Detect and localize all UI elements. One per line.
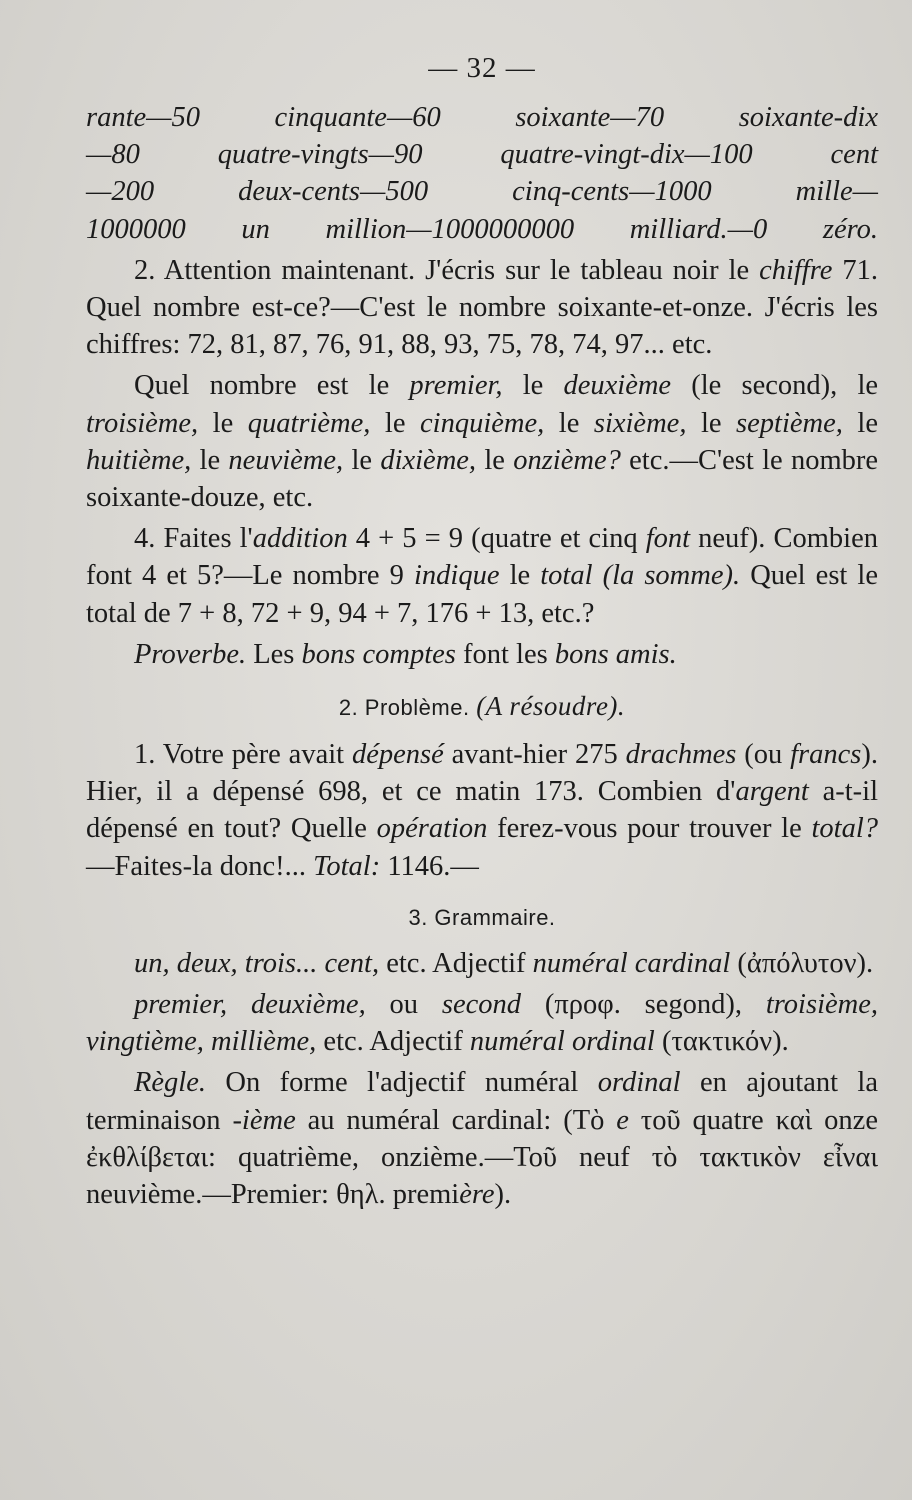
paragraph-regle: Règle. On forme l'adjectif numéral ordinal en ajoutant la terminaison -ième au numéral cardinal: (Τὸ e τοῦ quatre καὶ onze ἐκθλίβεται: quatrième, onzième.—Τοῦ neuf τὸ τακτικὸν εἶναι neuvième.—Premier: θηλ. première). xyxy=(86,1067,878,1211)
numbers-line-2: —80 quatre-vingts—90 quatre-vingt-dix—100 cent xyxy=(86,139,878,171)
numbers-line-3: —200 deux-cents—500 cinq-cents—1000 mille— xyxy=(86,176,878,208)
italic-term: chiffre xyxy=(759,254,833,286)
paragraph-cardinal: un, deux, trois... cent, etc. Adjectif numéral cardinal (ἀπόλυτον). xyxy=(134,947,874,979)
paragraph-probleme: 1. Votre père avait dépensé avant-hier 275 drachmes (ou francs). Hier, il a dépensé 698, et ce matin 173. Combien d'argent a-t-il dépensé en tout? Quelle opération ferez-vous pour trouver le total?—Faites-la donc!... Total: 1146.— xyxy=(86,739,878,882)
page-number: — 32 — xyxy=(428,52,536,84)
paragraph-attention xyxy=(86,252,878,364)
section-heading-probleme: 2. Problème. (A résoudre). xyxy=(338,691,626,722)
section-heading-grammaire: 3. Grammaire. xyxy=(408,904,556,930)
text-run: 71. Quel nombre est-ce?—C'est le nombre soixante-et-onze. J'écris les chiffres: 72, 81, 87, 76, 91, 88, 93, 75, 78, 74, 97... etc. xyxy=(86,254,878,361)
paragraph-addition: 4. Faites l'addition 4 + 5 = 9 (quatre et cinq font neuf). Combien font 4 et 5?—Le nombre 9 indique le total (la somme). Quel est le total de 7 + 8, 72 + 9, 94 + 7, 176 + 13, etc.? xyxy=(86,523,878,629)
proverb: Proverbe. Les bons comptes font les bons amis. xyxy=(134,638,677,670)
paragraph-ordinal: premier, deuxième, ou second (προφ. segond), troisième, vingtième, millième, etc. Adjectif numéral ordinal (τακτικόν). xyxy=(86,989,878,1058)
numbers-line-1: rante—50 cinquante—60 soixante—70 soixante-dix xyxy=(86,102,878,133)
numbers-list xyxy=(86,99,878,248)
paragraph-ordinals: Quel nombre est le premier, le deuxième (le second), le troisième, le quatrième, le cinquième, le sixième, le septième, le huitième, le neuvième, le dixième, le onzième? etc.—C'est le nombre soixante-douze, etc. xyxy=(86,370,879,514)
text-run: 2. Attention maintenant. J'écris sur le tableau noir le xyxy=(134,254,760,286)
numbers-line-4: 1000000 un million—1000000000 milliard.—0 zéro. xyxy=(86,213,878,245)
